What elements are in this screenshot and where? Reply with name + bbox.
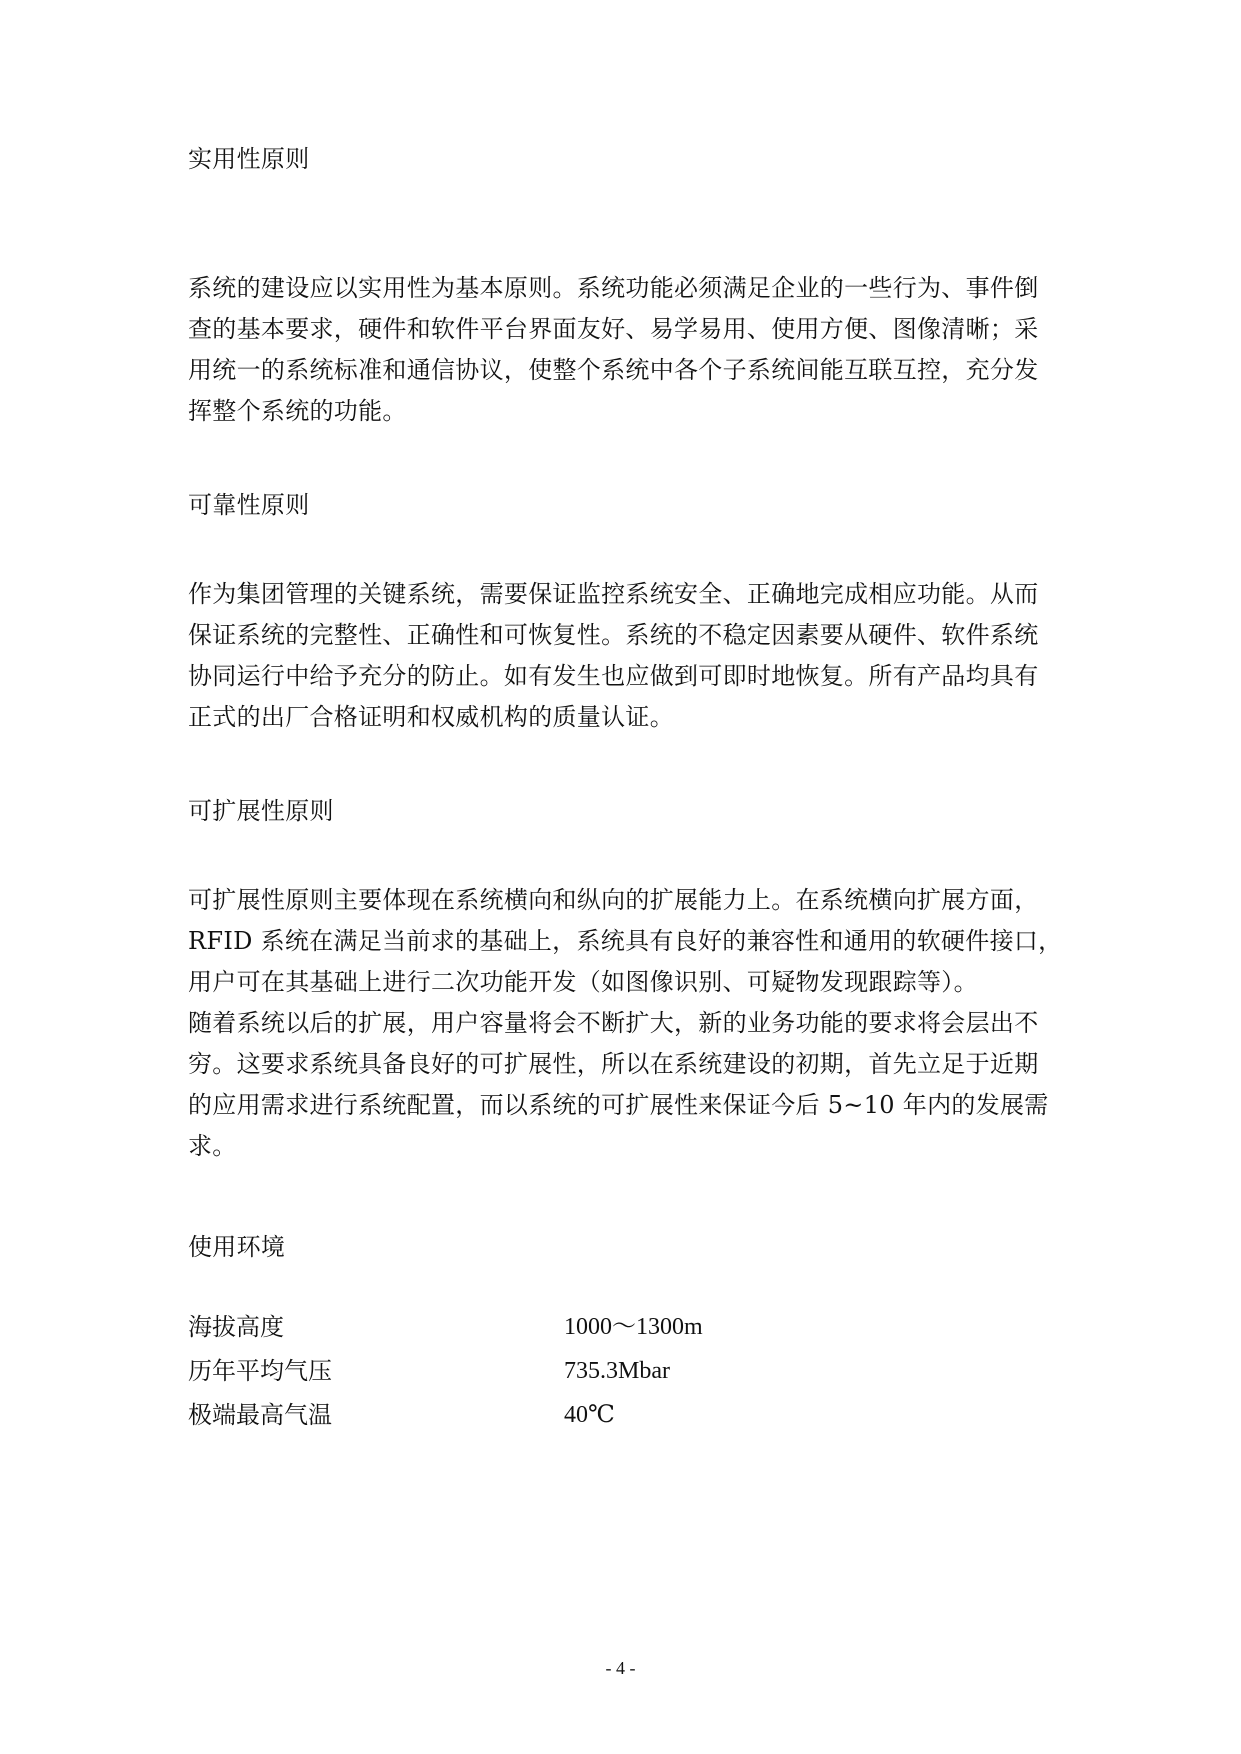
page-number: - 4 - — [605, 1658, 636, 1678]
paragraph-line: 用统一的系统标准和通信协议，使整个系统中各个子系统间能互联互控，充分发 — [188, 356, 1039, 384]
environment-label: 极端最高气温 — [188, 1401, 332, 1429]
paragraph-line: 协同运行中给予充分的防止。如有发生也应做到可即时地恢复。所有产品均具有 — [188, 662, 1039, 690]
paragraph-line: 穷。这要求系统具备良好的可扩展性，所以在系统建设的初期，首先立足于近期 — [188, 1050, 1039, 1078]
environment-row-max-temperature — [188, 1399, 888, 1431]
section-heading-environment: 使用环境 — [188, 1233, 286, 1261]
section-heading-reliability: 可靠性原则 — [188, 491, 310, 519]
paragraph-line: 查的基本要求，硬件和软件平台界面友好、易学易用、使用方便、图像清晰；采 — [188, 315, 1039, 343]
section-paragraph-reliability — [188, 574, 1064, 738]
paragraph-line: 正式的出厂合格证明和权威机构的质量认证。 — [188, 703, 674, 731]
environment-row-pressure — [188, 1355, 888, 1387]
paragraph-line: 保证系统的完整性、正确性和可恢复性。系统的不稳定因素要从硬件、软件系统 — [188, 621, 1039, 649]
section-heading-practicality: 实用性原则 — [188, 145, 310, 173]
paragraph-line: 的应用需求进行系统配置，而以系统的可扩展性来保证今后 5~10 年内的发展需 — [188, 1091, 1049, 1119]
paragraph-line: 系统的建设应以实用性为基本原则。系统功能必须满足企业的一些行为、事件倒 — [188, 274, 1039, 302]
section-paragraph-scalability — [188, 880, 1064, 1167]
section-heading-scalability: 可扩展性原则 — [188, 797, 334, 825]
environment-value: 40℃ — [564, 1402, 615, 1428]
section-paragraph-practicality — [188, 268, 1064, 432]
paragraph-line: 挥整个系统的功能。 — [188, 397, 407, 425]
paragraph-line: 可扩展性原则主要体现在系统横向和纵向的扩展能力上。在系统横向扩展方面， — [188, 886, 1039, 914]
environment-value: 1000～1300m — [564, 1314, 703, 1340]
paragraph-line: RFID 系统在满足当前求的基础上，系统具有良好的兼容性和通用的软硬件接口， — [188, 927, 1063, 955]
environment-label: 历年平均气压 — [188, 1357, 332, 1385]
environment-value: 735.3Mbar — [564, 1358, 670, 1384]
environment-row-altitude — [188, 1311, 888, 1343]
environment-label: 海拔高度 — [188, 1313, 284, 1341]
paragraph-line: 作为集团管理的关键系统，需要保证监控系统安全、正确地完成相应功能。从而 — [188, 580, 1039, 608]
paragraph-line: 求。 — [188, 1132, 237, 1160]
paragraph-line: 用户可在其基础上进行二次功能开发（如图像识别、可疑物发现跟踪等）。 — [188, 968, 978, 996]
paragraph-line: 随着系统以后的扩展，用户容量将会不断扩大，新的业务功能的要求将会层出不 — [188, 1009, 1039, 1037]
